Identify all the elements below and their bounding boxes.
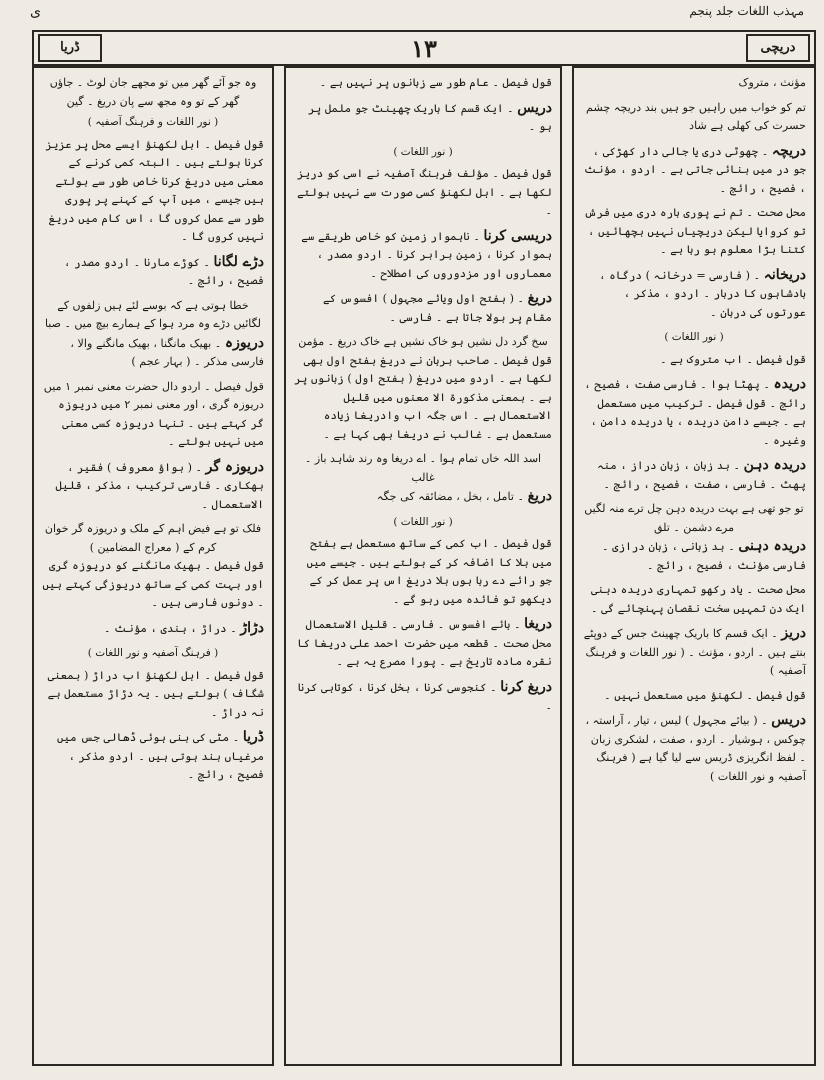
- column-middle: [284, 66, 562, 1066]
- page-number: ۱۳: [411, 34, 437, 63]
- entry-text: ہائے افسوس ۔ فارسی ۔ قلیل الاستعمال محل صحت ۔ قطعہ میں حضرت احمد علی دریغا کا نقرہ مادہ تاریخ ہے ۔ پورا مصرع یہ ہے ۔: [297, 618, 552, 668]
- entry-text: قول فیصل ۔ اب کمی کے ساتھ مستعمل ہے بفتح میں بلا کا اضافہ کر کے بولتے ہیں ۔ جیسے میں جو رائے دے رہا ہوں بلا دریغ اس پر عمل کر کے دیکھو تو فائدہ میں رہو گے ۔: [306, 537, 552, 606]
- entry-headword: دریز: [781, 625, 806, 641]
- entry-text: قول فیصل ۔ اب متروک ہے ۔: [660, 352, 806, 366]
- entry-text: قول فیصل ۔ صاحب برہان نے دریغ بفتح اول بھی لکھا ہے ۔ اردو میں دریغ ( بفتح اول ) زبانوں پر ہے ۔ بمعنی مذکورۃ الا معنوں میں قلیل الاستعمال ہے ۔ اس جگہ اب وادریغا زیادہ مستعمل ہے ۔ غالب نے دریغا بھی کہا ہے ۔: [294, 353, 552, 441]
- dictionary-entry: دریخانہ ۔ ( فارسی = درخانہ ) درگاہ ، بادشاہوں کا دربار ۔ اردو ، مذکر ، عورتوں کی دربان ۔: [599, 266, 806, 319]
- verse-quote: تو جو تھی ہے بہت دریدہ دہن چل ترے منہ لگیں مرے دشمن ۔ تلق: [584, 502, 804, 534]
- entry-text: محل صحت ۔ یاد رکھو تمہاری دریدہ دہنی ایک دن تمہیں سخت نقصان پہنچائے گی ۔: [591, 583, 806, 615]
- column-right: [572, 66, 816, 1066]
- dictionary-entry: [582, 581, 806, 618]
- running-head-title: مہذب اللغات جلد پنجم: [689, 4, 804, 18]
- entry-text: کنجوسی کرنا ، بخل کرنا ، کوتاہی کرنا ۔: [297, 680, 552, 712]
- entry-text: ( فارسی = درخانہ ) درگاہ ، بادشاہوں کا دربار ۔ اردو ، مذکر ، عورتوں کی دربان ۔: [599, 268, 806, 319]
- entry-text: پھٹا ہوا ۔ فارسی صفت ، فصیح ، رائج ۔ قول فیصل ۔ ترکیب میں مستعمل ہے ۔ جیسے دامن دریدہ ، یا دریدہ دامن ، وغیرہ ۔: [584, 378, 806, 447]
- dictionary-entry: [42, 378, 264, 452]
- entry-headword: دریچہ: [771, 142, 806, 159]
- entry-headword: دریغ: [527, 488, 552, 504]
- entry-text: کوڑے مارنا ۔ اردو مصدر ، فصیح ، رائج ۔: [64, 255, 264, 287]
- entry-text: قول فیصل ۔ اہل لکھنؤ ایسے محل پر عزیز کرنا بولتے ہیں ۔ البتہ کمی کرنے کے معنی میں دریغ کرنا خاص طور سے بولتے ہیں جیسے ، میں آپ کے کہنے پر پوری طور سے عمل کروں گا ، اس کام میں دریغ نہیں کروں گا ۔: [45, 137, 264, 243]
- dictionary-entry: [582, 204, 806, 260]
- dictionary-entry: [582, 74, 806, 93]
- dictionary-entry: [294, 165, 552, 221]
- entry-text: چھوٹی دری یا جالی دار کھڑکی ، جو در میں بنائی جاتی ہے ۔ اردو ، مؤنث ، فصیح ، رائج ۔: [583, 144, 806, 195]
- entry-text: ( بفتح اول ویائے مجہول ) افسوس کے مقام پر بولا جاتا ہے ۔ فارسی ۔: [323, 292, 552, 324]
- entry-text: تامل ، بخل ، مضائقہ کی جگہ: [376, 490, 514, 503]
- dictionary-entry: [582, 99, 806, 136]
- entry-headword: دریدہ: [773, 376, 806, 392]
- entry-headword: دریدہ دہنی: [738, 538, 806, 554]
- entry-text: تم کو خواب میں راہیں جو ہیں بند دریچہ چشم حسرت کی کھلی ہے شاد: [586, 100, 806, 132]
- running-head: [30, 4, 804, 26]
- entry-headword: دریغ: [527, 290, 552, 306]
- dictionary-entry: دریدہ دہنی ۔ بد زبانی ، زبان درازی ۔ فارسی مؤنث ، فصیح ، رائج ۔: [602, 538, 806, 572]
- dictionary-entry: دریدہ ۔ پھٹا ہوا ۔ فارسی صفت ، فصیح ، رائج ۔ قول فیصل ۔ ترکیب میں مستعمل ہے ۔ جیسے دامن دریدہ ، یا دریدہ دامن ، وغیرہ ۔: [584, 376, 806, 447]
- entry-text: محل صحت ۔ تم نے پوری بارہ دری میں فرش تو کروایا لیکن دریچیاں نہیں بچھائیں ، کتنا بڑا معلوم ہو رہا ہے ۔: [583, 206, 806, 256]
- dictionary-entry: ڈریا ۔ مٹی کی بنی ہوئی ڈھالی جس میں مرغیاں بند ہوتی ہیں ۔ اردو مذکر ، فصیح ، رائج ۔: [57, 729, 264, 781]
- dictionary-entry: دریغ کرنا ۔ کنجوسی کرنا ، بخل کرنا ، کوتاہی کرنا ۔: [297, 678, 552, 712]
- entry-text: بد زبان ، زبان دراز ، منہ پھٹ ۔ فارسی ، صفت ، فصیح ، رائج ۔: [597, 459, 806, 491]
- verse-quote: سخ گرد دل نشیں ہو خاک نشیں ہے خاک دریغ ۔ مؤمن: [298, 335, 548, 348]
- dictionary-entry: [42, 557, 264, 613]
- header-left-guide-word: ڈریا: [38, 34, 102, 62]
- entry-headword: دریس: [517, 99, 552, 116]
- dictionary-entry: دریوزہ ۔ بھیک مانگنا ، بھیک مانگنے والا ، فارسی مذکر ۔ ( بہار عجم ): [70, 334, 264, 368]
- dictionary-entry: دریز ۔ ایک قسم کا باریک چھینٹ جس کے دوپٹے بنتے ہیں ۔ اردو ، مؤنث ۔ ( نور اللغات و فرہنگ آصفیہ ): [583, 625, 806, 677]
- source-citation: ( نور اللغات و فرہنگ آصفیہ ): [87, 116, 219, 128]
- dictionary-entry: دڑاڑ ۔ دراڑ ، ہندی ، مؤنث ۔: [104, 619, 264, 636]
- dictionary-entry: [42, 667, 264, 723]
- entry-headword: دریخانہ: [763, 266, 806, 283]
- columns: [32, 66, 816, 1066]
- entry-text: بد زبانی ، زبان درازی ۔ فارسی مؤنث ، فصیح ، رائج ۔: [602, 540, 806, 572]
- entry-text: مؤنث ، متروک: [738, 76, 806, 89]
- dictionary-entry: [582, 351, 806, 370]
- dictionary-entry: دڑے لگانا ۔ کوڑے مارنا ۔ اردو مصدر ، فصیح ، رائج ۔: [64, 253, 264, 287]
- entry-headword: دریدہ دہن: [743, 457, 806, 473]
- dictionary-entry: دریغا ۔ ہائے افسوس ۔ فارسی ۔ قلیل الاستعمال محل صحت ۔ قطعہ میں حضرت احمد علی دریغا کا نقرہ مادہ تاریخ ہے ۔ پورا مصرع یہ ہے ۔: [297, 616, 552, 668]
- dictionary-entry: [294, 352, 552, 445]
- entry-headword: دریغ کرنا: [500, 678, 552, 695]
- entry-text: ایک قسم کا باریک چھینٹ جو ململ پر ہو ۔: [308, 101, 552, 133]
- entry-text: ( بیائے مجہول ) لیس ، تیار ، آراستہ ، چوکس ، ہوشیار ۔ اردو ، صفت ، لشکری زبان ۔ لفظ انگریزی ڈریس سے لیا گیا ہے ( فرہنگ آصفیہ و نور اللغات ): [585, 714, 806, 783]
- verse-quote: فلک تو ہے فیض اہم کے ملک و دریوزہ گر خوان کرم کے ( معراج المضامین ): [44, 522, 262, 554]
- entry-headword: ڈریا: [242, 729, 264, 745]
- header-right-guide-word: دریچی: [746, 34, 810, 62]
- entry-text: ( بواؤ معروف ) فقیر ، بھکاری ۔ فارسی ترکیب ، مذکر ، قلیل الاستعمال ۔: [55, 460, 264, 511]
- source-citation: ( فرہنگ آصفیہ و نور اللغات ): [87, 647, 219, 659]
- dictionary-entry: [294, 74, 552, 93]
- entry-text: قول فیصل ۔ عام طور سے زبانوں پر نہیں ہے ۔: [319, 76, 552, 89]
- verse-quote: اسد اللہ خاں تمام ہوا ۔ اے دریغا وہ رند شاہد باز ۔ غالب: [304, 452, 542, 484]
- verse-quote: خطا ہوتی ہے کہ بوسے لئے ہیں زلفوں کے لگائیں دڑے وہ مرد ہوا کے ہمارے بیچ میں ۔ صبا: [44, 298, 262, 330]
- dictionary-entry: دریسی کرنا ۔ ناہموار زمین کو خاص طریقے سے ہموار کرنا ، زمین برابر کرنا ۔ اردو مصدر ، معماروں اور مزدوروں کی اصطلاح ۔: [301, 227, 552, 280]
- entry-headword: دریوزہ گر: [205, 458, 264, 475]
- dictionary-entry: دریس ۔ ( بیائے مجہول ) لیس ، تیار ، آراستہ ، چوکس ، ہوشیار ۔ اردو ، صفت ، لشکری زبان ۔ لفظ انگریزی ڈریس سے لیا گیا ہے ( فرہنگ آصفیہ و نور اللغات ): [585, 712, 806, 783]
- dictionary-entry: دریدہ دہن ۔ بد زبان ، زبان دراز ، منہ پھٹ ۔ فارسی ، صفت ، فصیح ، رائج ۔: [597, 457, 806, 491]
- entry-headword: دریغا: [524, 616, 552, 632]
- source-citation: ( نور اللغات ): [393, 515, 453, 528]
- entry-text: دراڑ ، ہندی ، مؤنث ۔: [104, 621, 227, 635]
- dictionary-entry: [294, 535, 552, 609]
- dictionary-entry: [582, 687, 806, 706]
- dictionary-entry: دریچہ ۔ چھوٹی دری یا جالی دار کھڑکی ، جو در میں بنائی جاتی ہے ۔ اردو ، مؤنث ، فصیح ، رائج ۔: [583, 142, 806, 195]
- entry-headword: دریس: [771, 712, 806, 728]
- entry-text: قول فیصل ۔ مؤلف فرہنگ آصفیہ نے اسی کو دریز لکھا ہے ۔ اہل لکھنؤ کسی صورت سے نہیں بولتے ۔: [297, 167, 552, 217]
- entry-text: بھیک مانگنا ، بھیک مانگنے والا ، فارسی مذکر ۔ ( بہار عجم ): [70, 336, 264, 368]
- dictionary-entry: دریس ۔ ایک قسم کا باریک چھینٹ جو ململ پر ہو ۔: [308, 99, 552, 133]
- verse-quote: وہ جو آئے گھر میں تو مجھے جان لوٹ ۔ جاؤں گھر کے تو وہ مجھ سے پان دریغ ۔ گین: [49, 76, 257, 108]
- running-head-left: ی: [30, 4, 41, 20]
- entry-text: قول فیصل ۔ بھیک مانگنے کو دریوزہ گری اور بہت کمی کے ساتھ دریوزگی کہتے ہیں ۔ دونوں فارسی ہیں ۔: [42, 559, 264, 609]
- entry-text: ناہموار زمین کو خاص طریقے سے ہموار کرنا ، زمین برابر کرنا ۔ اردو مصدر ، معماروں اور مزدوروں کی اصطلاح ۔: [301, 229, 552, 280]
- entry-headword: دڑے لگانا: [213, 253, 264, 270]
- entry-text: قول فیصل ۔ لکھنؤ میں مستعمل نہیں ۔: [604, 688, 806, 702]
- entry-text: ایک قسم کا باریک چھینٹ جس کے دوپٹے بنتے ہیں ۔ اردو ، مؤنث ۔ ( نور اللغات و فرہنگ آصفیہ ): [583, 627, 806, 677]
- entry-headword: دڑاڑ: [240, 619, 264, 636]
- dictionary-entry: دریغ ۔ ( بفتح اول ویائے مجہول ) افسوس کے مقام پر بولا جاتا ہے ۔ فارسی ۔: [323, 290, 552, 324]
- column-left: [32, 66, 274, 1066]
- page-header: [32, 30, 816, 66]
- entry-headword: دریسی کرنا: [483, 227, 552, 244]
- entry-headword: دریوزہ: [224, 334, 264, 351]
- source-citation: ( نور اللغات ): [393, 145, 453, 158]
- dictionary-entry: دریوزہ گر ۔ ( بواؤ معروف ) فقیر ، بھکاری ۔ فارسی ترکیب ، مذکر ، قلیل الاستعمال ۔: [55, 458, 264, 511]
- entry-text: مٹی کی بنی ہوئی ڈھالی جس میں مرغیاں بند ہوتی ہیں ۔ اردو مذکر ، فصیح ، رائج ۔: [57, 731, 264, 781]
- entry-text: قول فیصل ۔ اردو دال حضرت معنی نمبر ۱ میں دریوزہ گری ، اور معنی نمبر ۲ میں دریوزہ گر کہتے ہیں ۔ تنہا دریوزہ کسی معنی میں نہیں بولتے ۔: [43, 379, 264, 448]
- dictionary-entry: دریغ ۔ تامل ، بخل ، مضائقہ کی جگہ: [376, 488, 552, 504]
- entry-text: قول فیصل ۔ اہل لکھنؤ اب دراڑ ( بمعنی شگاف ) بولتے ہیں ۔ یہ دڑاڑ مستعمل ہے نہ دراڑ ۔: [47, 668, 264, 719]
- dictionary-entry: [42, 136, 264, 247]
- source-citation: ( نور اللغات ): [664, 331, 724, 343]
